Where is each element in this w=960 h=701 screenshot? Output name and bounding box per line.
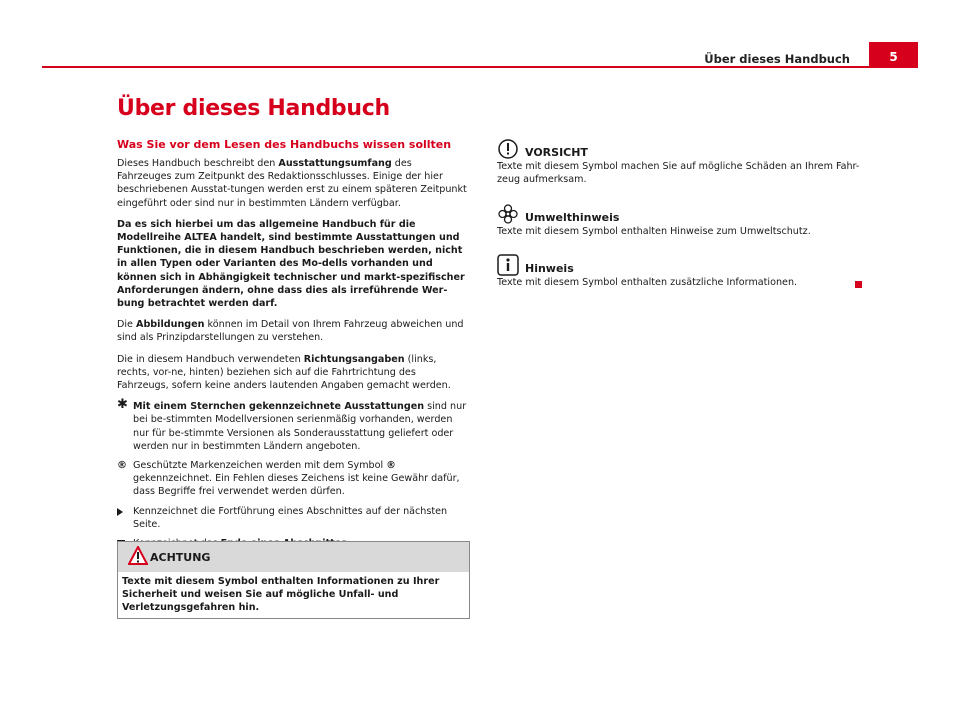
symbol-registered-row: ® Geschützte Markenzeichen werden mit dem Symbol ® gekennzeichnet. Ein Fehlen dieses Zeichens ist keine Gewähr dafür, dass Begriffe frei verwendet werden dürfen. bbox=[117, 460, 460, 498]
section-subtitle: Was Sie vor dem Lesen des Handbuchs wissen sollten bbox=[117, 138, 452, 151]
directions-paragraph: Die in diesem Handbuch verwendeten Richtungsangaben (links, rechts, vor-ne, hinten) beziehen sich auf die Fahrtrichtung des Fahrzeugs, sofern keine anders lautenden Angaben gemacht werden. bbox=[117, 353, 451, 392]
left-column bbox=[117, 157, 469, 556]
page-number: 5 bbox=[869, 42, 918, 68]
environment-flower-icon bbox=[497, 203, 519, 225]
registered-trademark-icon: ® bbox=[117, 460, 127, 472]
asterisk-icon: ✱ bbox=[117, 397, 128, 413]
illustrations-paragraph: Die Abbildungen können im Detail von Ihrem Fahrzeug abweichen und sind als Prinzipdarstellungen zu verstehen. bbox=[117, 319, 464, 344]
umwelthinweis-text: Texte mit diesem Symbol enthalten Hinweise zum Umweltschutz. bbox=[497, 226, 811, 237]
umwelthinweis-label: Umwelthinweis bbox=[525, 211, 620, 224]
achtung-title: ACHTUNG bbox=[150, 551, 211, 564]
continue-arrow-icon bbox=[117, 508, 123, 516]
vorsicht-text: Texte mit diesem Symbol machen Sie auf mögliche Schäden an Ihrem Fahr-zeug aufmerksam. bbox=[497, 161, 860, 185]
header-rule bbox=[42, 66, 918, 68]
achtung-text: Texte mit diesem Symbol enthalten Informationen zu Ihrer Sicherheit und weisen Sie auf mögliche Unfall- und Verletzungsgefahren hin. bbox=[122, 576, 440, 613]
vorsicht-label: VORSICHT bbox=[525, 146, 588, 159]
symbol-star-row: ✱ Mit einem Sternchen gekennzeichnete Ausstattungen sind nur bei be-stimmten Modellversionen serienmäßig vorhanden, werden nur für be-stimmte Versionen als Sonderausstattung geliefert oder werden nur in bestimmten Ländern angeboten. bbox=[117, 397, 467, 452]
hinweis-text: Texte mit diesem Symbol enthalten zusätzliche Informationen. bbox=[497, 277, 798, 288]
page-title: Über dieses Handbuch bbox=[117, 96, 390, 121]
section-end-marker bbox=[855, 281, 862, 288]
running-header-title: Über dieses Handbuch bbox=[704, 52, 850, 66]
hinweis-label: Hinweis bbox=[525, 262, 574, 275]
umwelthinweis-note bbox=[497, 203, 867, 238]
symbol-continue-row: Kennzeichnet die Fortführung eines Abschnittes auf der nächsten Seite. bbox=[117, 505, 469, 531]
warning-triangle-icon bbox=[128, 546, 148, 566]
info-icon bbox=[497, 254, 519, 276]
intro-paragraph: Dieses Handbuch beschreibt den Ausstattungsumfang des Fahrzeuges zum Zeitpunkt des Redaktionsschlusses. Einige der hier beschriebenen Ausstat-tungen werden erst zu einem späteren Zeitpunkt eingeführt oder sind nur in bestimmten Ländern verfügbar. bbox=[117, 158, 467, 209]
vorsicht-note bbox=[497, 138, 867, 186]
hinweis-note bbox=[497, 254, 867, 289]
achtung-box bbox=[117, 541, 470, 619]
model-disclaimer-paragraph: Da es sich hierbei um das allgemeine Handbuch für die Modellreihe ALTEA handelt, sind bestimmte Ausstattungen und Funktionen, die in diesem Handbuch beschrieben werden, nicht in allen Typen oder Varianten des Mo-dells vorhanden und können sich in Abhängigkeit technischer und markt-spezifischer Anforderungen ändern, ohne dass dies als irreführende Wer-bung betrachtet werden darf. bbox=[117, 218, 465, 310]
achtung-header bbox=[118, 542, 469, 572]
caution-icon bbox=[497, 138, 519, 160]
